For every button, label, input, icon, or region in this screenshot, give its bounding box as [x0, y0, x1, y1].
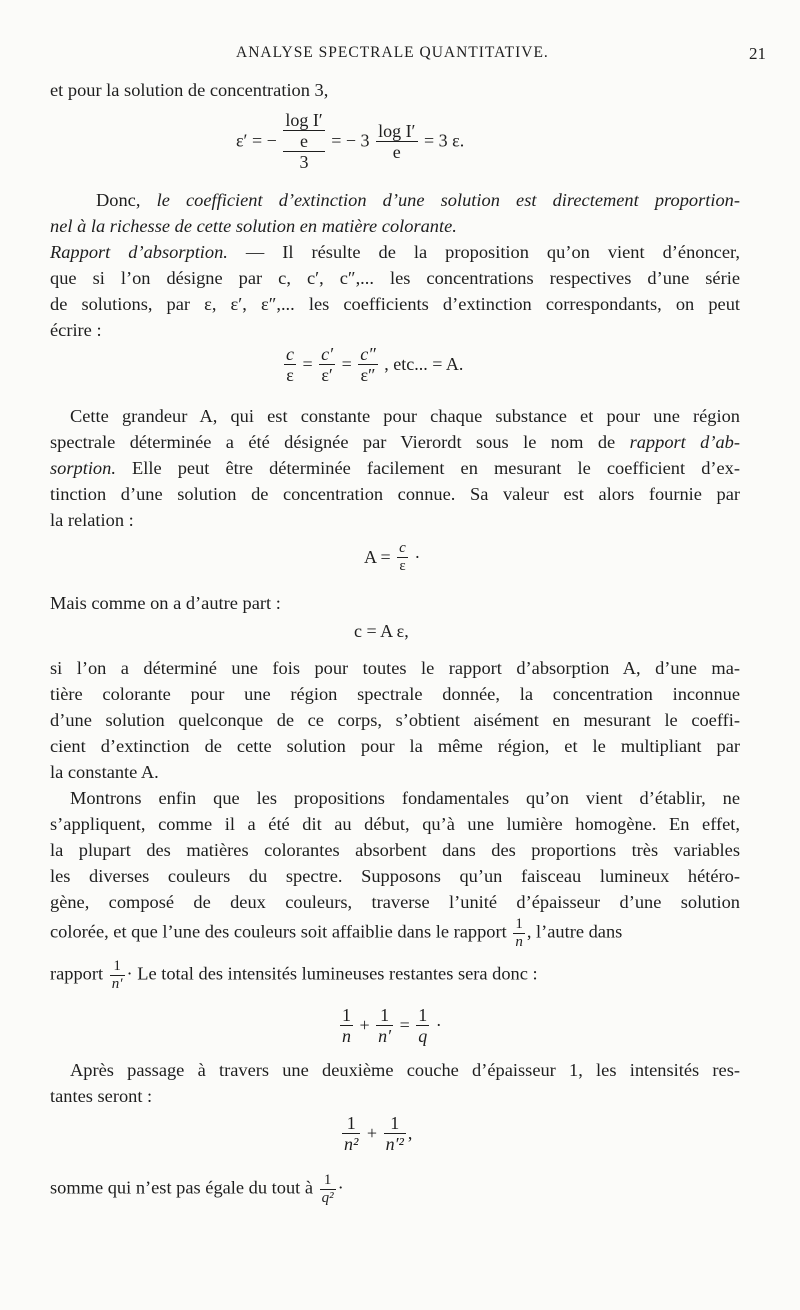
text-line: la constante A.	[50, 762, 159, 782]
text-line: spectrale déterminée a été désignée par Vierordt sous le nom de rapport d’ab-	[50, 432, 740, 452]
text-line: gène, composé de deux couleurs, traverse l’unité d’épaisseur d’une solution	[50, 892, 740, 912]
equation-absorption-ratio: $\frac{c}{\varepsilon}$ = $\frac{c'}{\varepsilon'}$ = $\frac{c''}{\varepsilon''}$ , etc... = A.	[286, 344, 464, 385]
text-line: colorée, et que l’une des couleurs soit affaiblie dans le rapport $\frac{1}{n}$ , l’autre dans	[50, 916, 623, 950]
text-line: sorption. Elle peut être déterminée facilement en mesurant le coefficient d’ex-	[50, 458, 740, 478]
text-line: s’appliquent, comme il a été dit au début, qu’à une lumière homogène. En effet,	[50, 814, 740, 834]
equation-sum-second-layer: $\frac{1}{\text{n²}}$ + $\frac{1}{\text{n′²}}$ ,	[344, 1113, 413, 1154]
text-line: la relation :	[50, 510, 134, 530]
text-line: Mais comme on a d’autre part :	[50, 593, 281, 613]
text-line: Après passage à travers une deuxième couche d’épaisseur 1, les intensités res-	[70, 1060, 740, 1080]
text-line: Montrons enfin que les propositions fondamentales qu’on vient d’établir, ne	[70, 788, 740, 808]
text-line: tinction d’une solution de concentration connue. Sa valeur est alors fournie par	[50, 484, 740, 504]
text-line: nel à la richesse de cette solution en matière colorante.	[50, 216, 457, 236]
text-line: Rapport d’absorption. — Il résulte de la proposition qu’on vient d’énoncer,	[50, 242, 740, 262]
text-line: d’une solution quelconque de ce corps, s’obtient aisément en mesurant le coeffi-	[50, 710, 740, 730]
text-line: et pour la solution de concentration 3,	[50, 80, 329, 100]
text-line: rapport $\frac{1}{n'}$ · Le total des intensités lumineuses restantes sera donc :	[50, 958, 538, 992]
text-line: tière colorante pour une région spectrale donnée, la concentration inconnue	[50, 684, 740, 704]
text-line: que si l’on désigne par c, c′, c″,... les concentrations respectives d’une série	[50, 268, 740, 288]
text-line: tantes seront :	[50, 1086, 153, 1106]
text-line: les diverses couleurs du spectre. Supposons qu’un faisceau lumineux hétéro-	[50, 866, 740, 886]
page-header	[0, 44, 800, 72]
equation-epsilon-prime: ε′ = − log I′ e 3 = − 3 $\frac{\text{log I′}}{e}$ = 3 ε.	[236, 110, 465, 172]
page-number: 21	[749, 44, 766, 63]
text-line: Cette grandeur A, qui est constante pour chaque substance et pour une région	[70, 406, 740, 426]
equation-A: A = $\frac{c}{\varepsilon}$ ·	[364, 540, 421, 574]
text-line: la plupart des matières colorantes absorbent dans des proportions très variables	[50, 840, 740, 860]
running-title: ANALYSE SPECTRALE QUANTITATIVE.	[236, 44, 549, 61]
equation-sum-first-layer: $\frac{1}{n}$ + $\frac{1}{n'}$ = $\frac{1}{q}$ ·	[342, 1005, 442, 1046]
text-line: si l’on a déterminé une fois pour toutes le rapport d’absorption A, d’une ma-	[50, 658, 740, 678]
text-line: de solutions, par ε, ε′, ε″,... les coefficients d’extinction correspondants, on peut	[50, 294, 740, 314]
text-line: Donc, le coefficient d’extinction d’une solution est directement proportion-	[96, 190, 740, 210]
text-line: cient d’extinction de cette solution pour la même région, et le multipliant par	[50, 736, 740, 756]
text-line: somme qui n’est pas égale du tout à $\frac{1}{\text{q²}}$ ·	[50, 1172, 344, 1206]
text-line: écrire :	[50, 320, 102, 340]
equation-c: c = A ε,	[354, 621, 409, 641]
